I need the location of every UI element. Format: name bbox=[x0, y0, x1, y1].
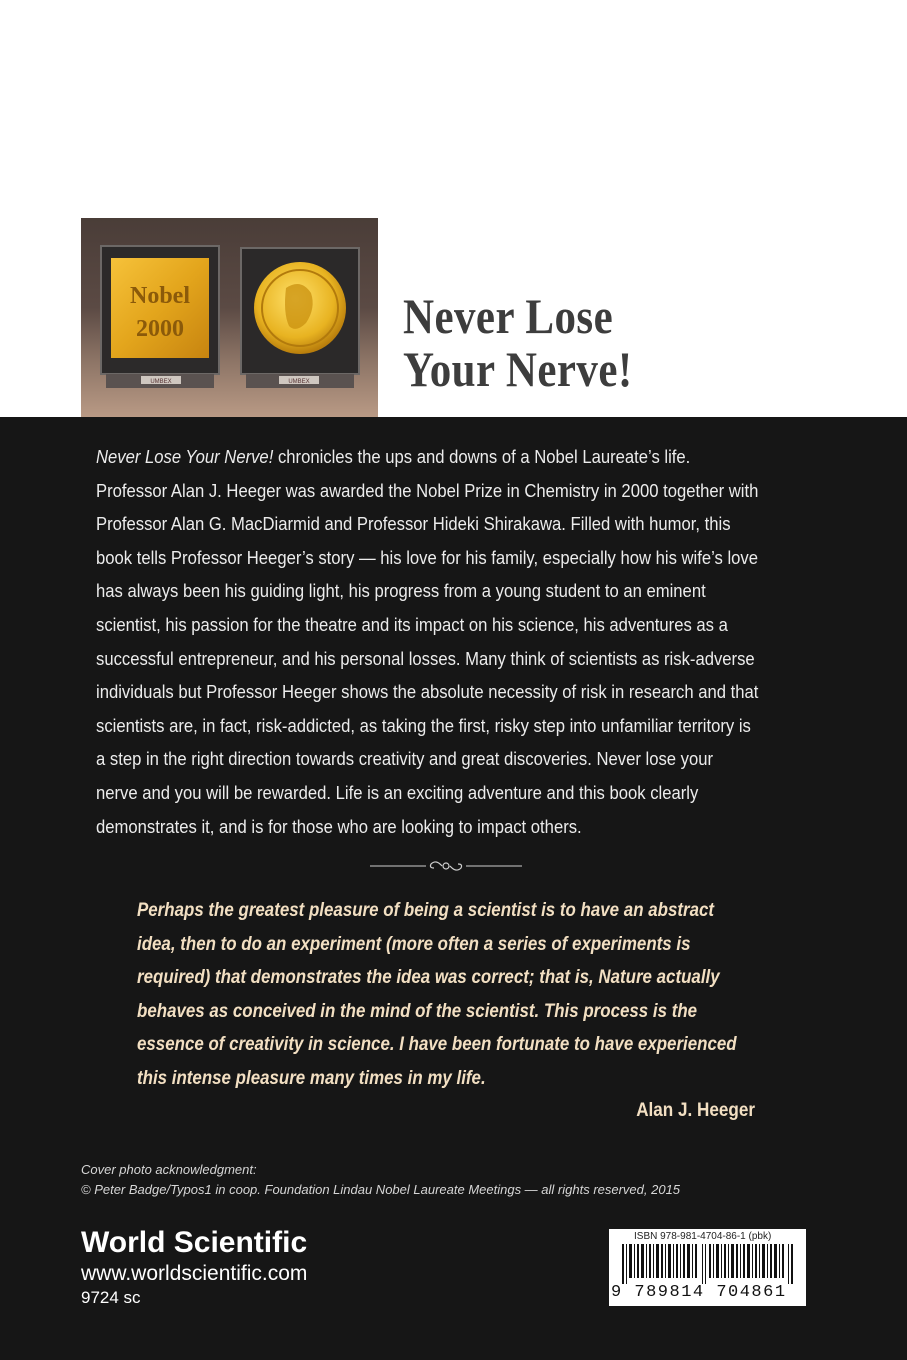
plaque-text-year: 2000 bbox=[136, 316, 184, 342]
photo-acknowledgment bbox=[81, 1160, 680, 1200]
stand-label-right: UMBEX bbox=[288, 379, 310, 385]
plaque-text-nobel: Nobel bbox=[130, 283, 190, 309]
heeger-quote: Perhaps the greatest pleasure of being a scientist is to have an abstract idea, then to do an experiment (more often a series of experiments is required) that demonstrates the idea was correct; that is, Nature actually behaves as conceived in the mind of the scientist. This process is the essence of creativity in science. I have been fortunate to have experienced this intense pleasure many times in my life. bbox=[137, 900, 737, 1089]
stand-label-left: UMBEX bbox=[150, 379, 172, 385]
title-line-1: Never Lose bbox=[403, 288, 614, 344]
isbn-barcode bbox=[609, 1229, 806, 1306]
isbn-label: ISBN 978-981-4704-86-1 (pbk) bbox=[634, 1231, 772, 1242]
quote-author: Alan J. Heeger bbox=[636, 1100, 755, 1121]
barcode-digits: 9 789814 704861 bbox=[611, 1283, 787, 1302]
barcode-bars-icon bbox=[612, 1244, 803, 1284]
blurb-body: chronicles the ups and downs of a Nobel Laureate’s life. Professor Alan J. Heeger was awarded the Nobel Prize in Chemistry in 2000 together with Professor Alan G. MacDiarmid and Professor Hideki Shirakawa. Filled with humor, this book tells Professor Heeger’s story — his love for his family, especially how his wife’s love has always been his guiding light, his progress from a young student to an eminent scientist, his passion for the theatre and its impact on his science, his adventures as a successful entrepreneur, and his personal losses. Many think of scientists as risk-adverse individuals but Professor Heeger shows the absolute necessity of risk in research and that scientists are, in fact, risk-addicted, as taking the first, risky step into unfamiliar territory is a step in the right direction towards creativity and great discoveries. Never lose your nerve and you will be rewarded. Life is an exciting adventure and this book clearly demonstrates it, and is for those who are looking to impact others. bbox=[96, 446, 759, 837]
blurb-title-italic: Never Lose Your Nerve! bbox=[96, 446, 274, 467]
ack-heading: Cover photo acknowledgment: bbox=[81, 1162, 257, 1177]
publisher-name: World Scientific bbox=[81, 1226, 308, 1259]
ornament-divider-icon bbox=[368, 855, 524, 877]
book-blurb bbox=[96, 440, 758, 843]
ack-credit: © Peter Badge/Typos1 in coop. Foundation Lindau Nobel Laureate Meetings — all rights reserved, 2015 bbox=[81, 1182, 681, 1197]
nobel-medal-photo bbox=[81, 218, 378, 417]
book-title bbox=[403, 290, 633, 396]
publisher-url: www.worldscientific.com bbox=[81, 1262, 308, 1285]
title-line-2: Your Nerve! bbox=[403, 341, 633, 397]
catalog-code: 9724 sc bbox=[81, 1288, 141, 1307]
